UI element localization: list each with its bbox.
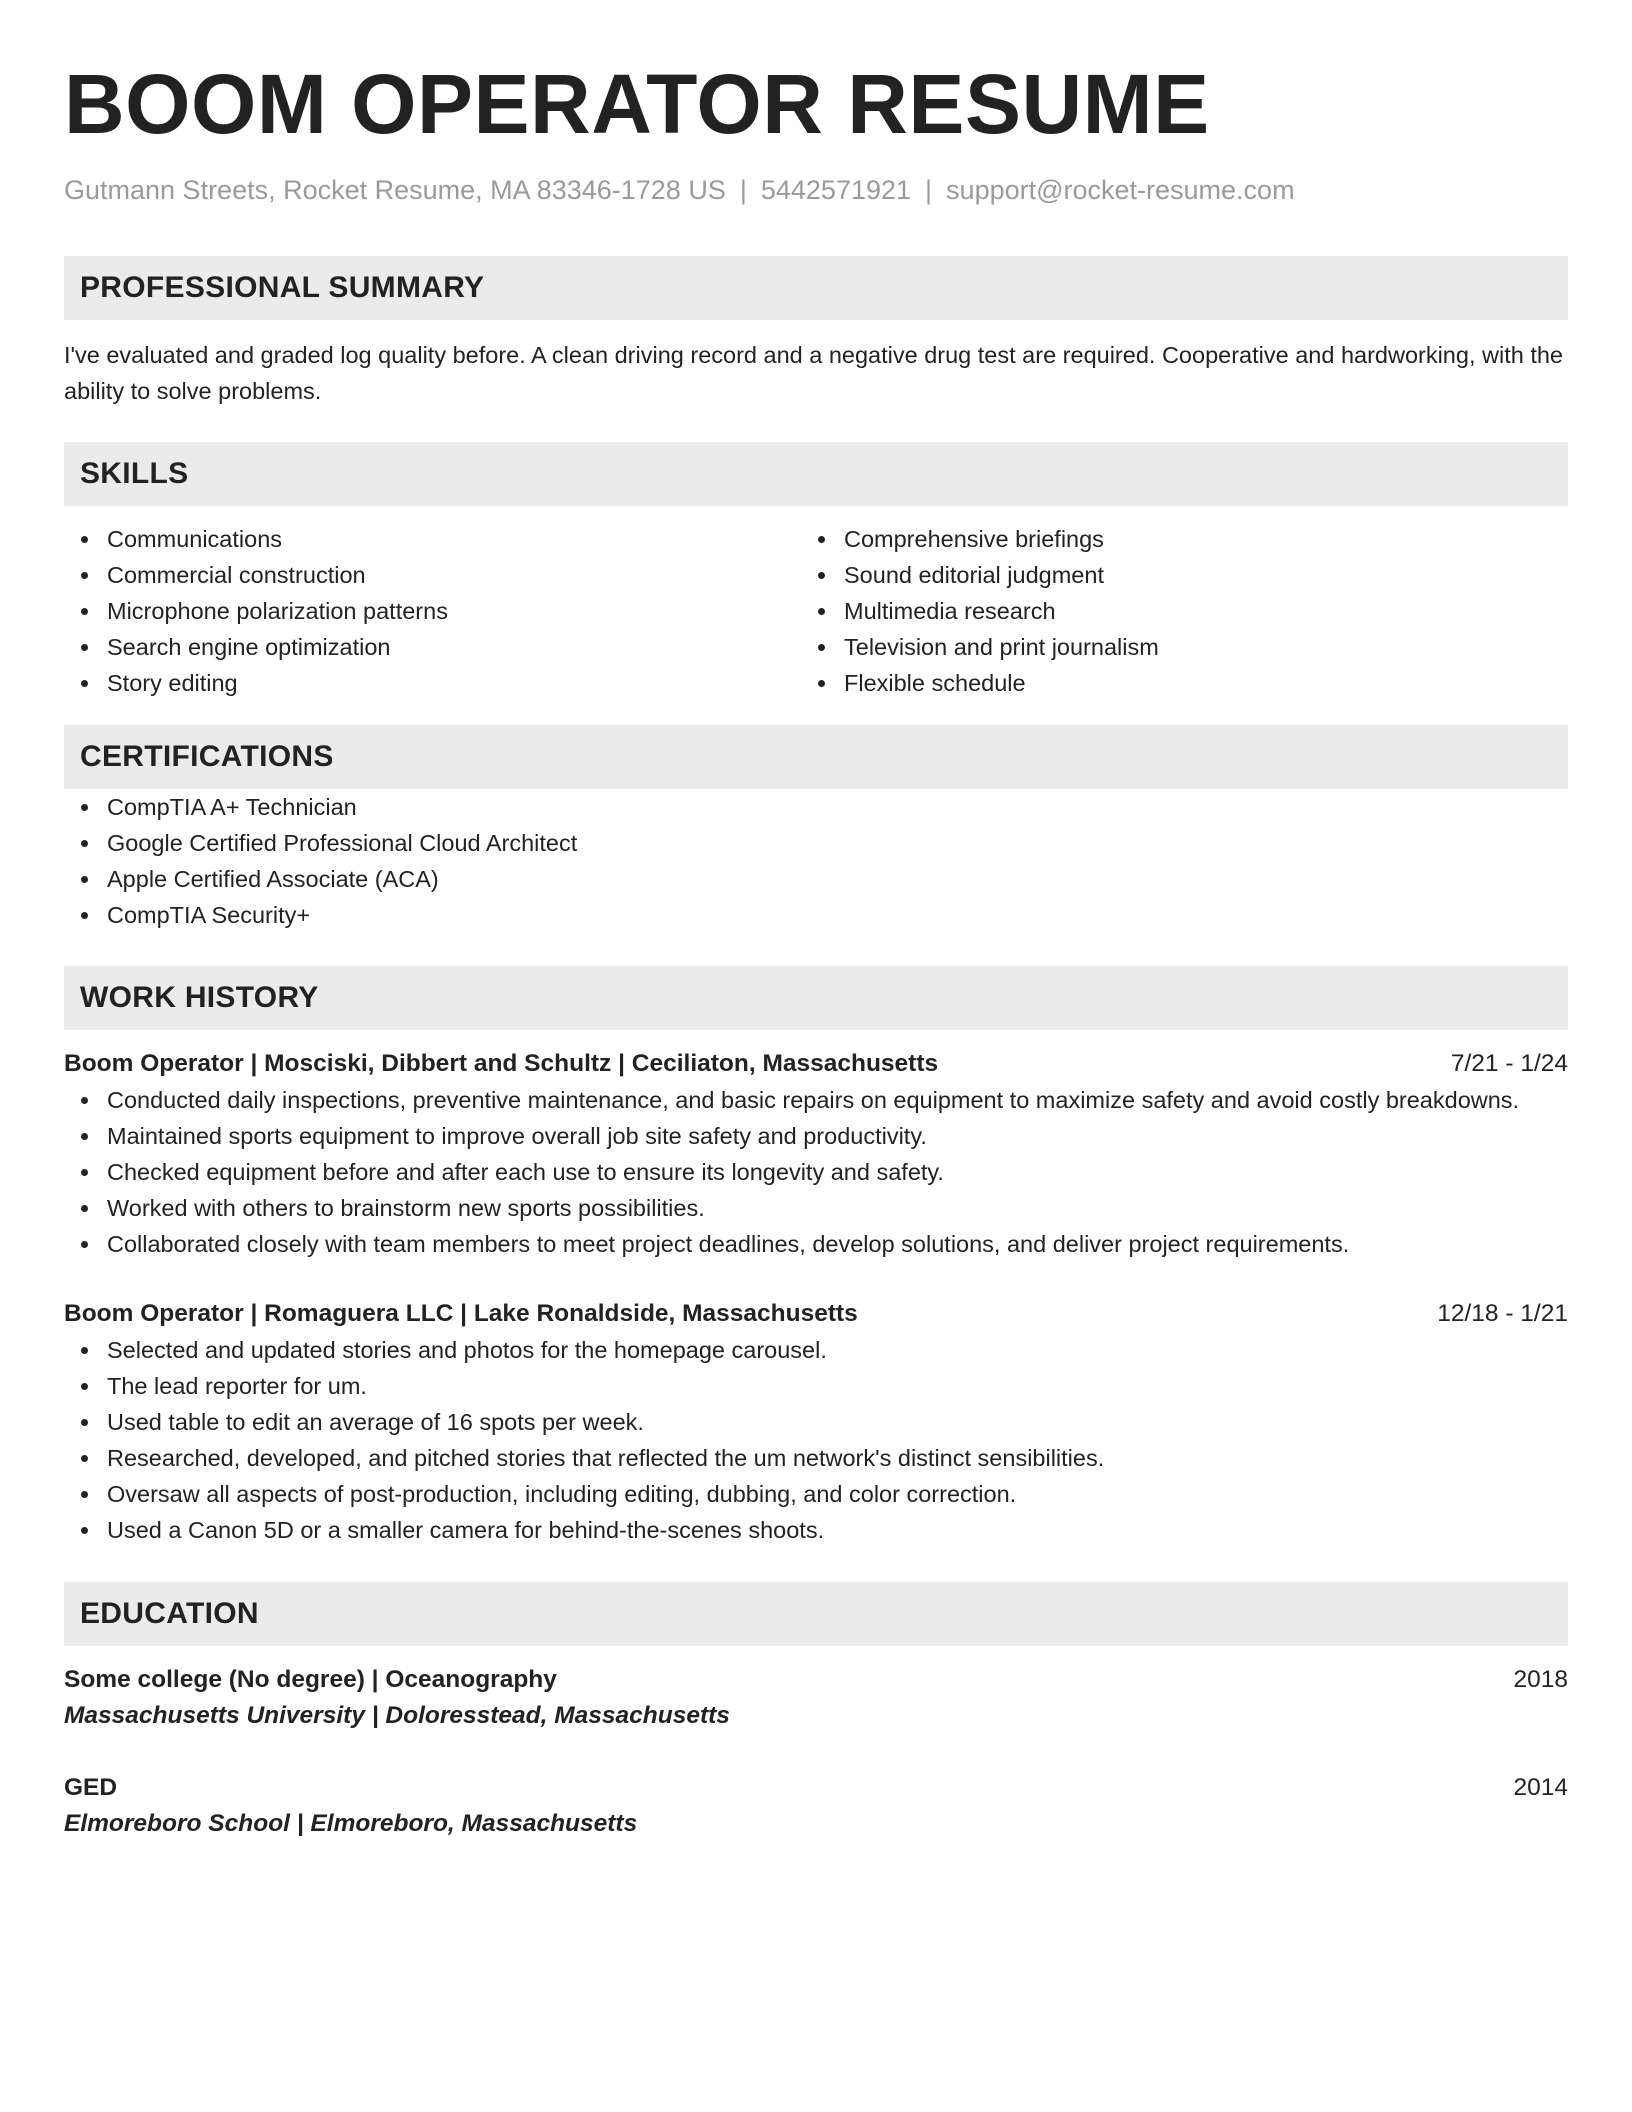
skill-item: Commercial construction xyxy=(64,557,801,593)
job-bullet: Used a Canon 5D or a smaller camera for behind-the-scenes shoots. xyxy=(64,1512,1568,1548)
summary-text: I've evaluated and graded log quality before. A clean driving record and a negative drug test are required. Cooperative and hardworking, with the ability to solve problems. xyxy=(64,342,1563,405)
job-bullet: Selected and updated stories and photos for the homepage carousel. xyxy=(64,1332,1568,1368)
skill-item: Television and print journalism xyxy=(801,629,1538,665)
job-bullets xyxy=(64,1082,1568,1262)
job-bullets xyxy=(64,1332,1568,1548)
job-bullet: Used table to edit an average of 16 spots per week. xyxy=(64,1404,1568,1440)
job-dates: 7/21 - 1/24 xyxy=(1450,1050,1568,1078)
certifications-list xyxy=(64,789,1568,933)
education-degree: Some college (No degree) | Oceanography xyxy=(64,1666,557,1694)
skill-item: Flexible schedule xyxy=(801,665,1538,701)
contact-separator: | xyxy=(925,175,933,205)
job-bullet: The lead reporter for um. xyxy=(64,1368,1568,1404)
job-bullet: Researched, developed, and pitched stories that reflected the um network's distinct sensibilities. xyxy=(64,1440,1568,1476)
job-title: Boom Operator | Mosciski, Dibbert and Schultz | Ceciliaton, Massachusetts xyxy=(64,1050,939,1078)
education-year: 2018 xyxy=(1513,1666,1568,1694)
skill-item: Comprehensive briefings xyxy=(801,521,1538,557)
education-degree: GED xyxy=(64,1774,118,1802)
job-bullet: Worked with others to brainstorm new sports possibilities. xyxy=(64,1190,1568,1226)
job-bullet: Maintained sports equipment to improve overall job site safety and productivity. xyxy=(64,1118,1568,1154)
section-header-education: EDUCATION xyxy=(64,1582,1568,1646)
resume-title: BOOM OPERATOR RESUME xyxy=(64,57,1210,151)
skill-item: Communications xyxy=(64,521,801,557)
section-header-work-history: WORK HISTORY xyxy=(64,966,1568,1030)
certification-item: Google Certified Professional Cloud Architect xyxy=(64,825,1568,861)
job-heading xyxy=(64,1296,1568,1332)
contact-address: Gutmann Streets, Rocket Resume, MA 83346-1728 US xyxy=(64,175,726,205)
education-year: 2014 xyxy=(1513,1774,1568,1802)
education-school: Elmoreboro School | Elmoreboro, Massachusetts xyxy=(64,1810,638,1838)
contact-line xyxy=(64,174,1568,206)
skill-item: Search engine optimization xyxy=(64,629,801,665)
education-heading xyxy=(64,1770,1568,1806)
education-school: Massachusetts University | Doloresstead, Massachusetts xyxy=(64,1702,730,1730)
certification-item: Apple Certified Associate (ACA) xyxy=(64,861,1568,897)
job-bullet: Conducted daily inspections, preventive maintenance, and basic repairs on equipment to maximize safety and avoid costly breakdowns. xyxy=(64,1082,1568,1118)
job-heading xyxy=(64,1046,1568,1082)
section-header-skills: SKILLS xyxy=(64,442,1568,506)
skills-column-left xyxy=(64,521,801,701)
certification-item: CompTIA A+ Technician xyxy=(64,789,1568,825)
job-title: Boom Operator | Romaguera LLC | Lake Ronaldside, Massachusetts xyxy=(64,1300,858,1328)
job-bullet: Checked equipment before and after each use to ensure its longevity and safety. xyxy=(64,1154,1568,1190)
section-header-certifications: CERTIFICATIONS xyxy=(64,725,1568,789)
skills-column-right xyxy=(801,521,1538,701)
contact-phone: 5442571921 xyxy=(760,175,912,205)
skill-item: Microphone polarization patterns xyxy=(64,593,801,629)
skill-item: Story editing xyxy=(64,665,801,701)
job-bullet: Collaborated closely with team members to meet project deadlines, develop solutions, and deliver project requirements. xyxy=(64,1226,1568,1262)
job-bullet: Oversaw all aspects of post-production, including editing, dubbing, and color correction. xyxy=(64,1476,1568,1512)
contact-email: support@rocket-resume.com xyxy=(946,175,1295,205)
education-heading xyxy=(64,1662,1568,1698)
section-header-summary: PROFESSIONAL SUMMARY xyxy=(64,256,1568,320)
skill-item: Multimedia research xyxy=(801,593,1538,629)
contact-separator: | xyxy=(739,175,747,205)
job-dates: 12/18 - 1/21 xyxy=(1437,1300,1568,1328)
skill-item: Sound editorial judgment xyxy=(801,557,1538,593)
skills-columns xyxy=(64,521,1568,701)
certification-item: CompTIA Security+ xyxy=(64,897,1568,933)
